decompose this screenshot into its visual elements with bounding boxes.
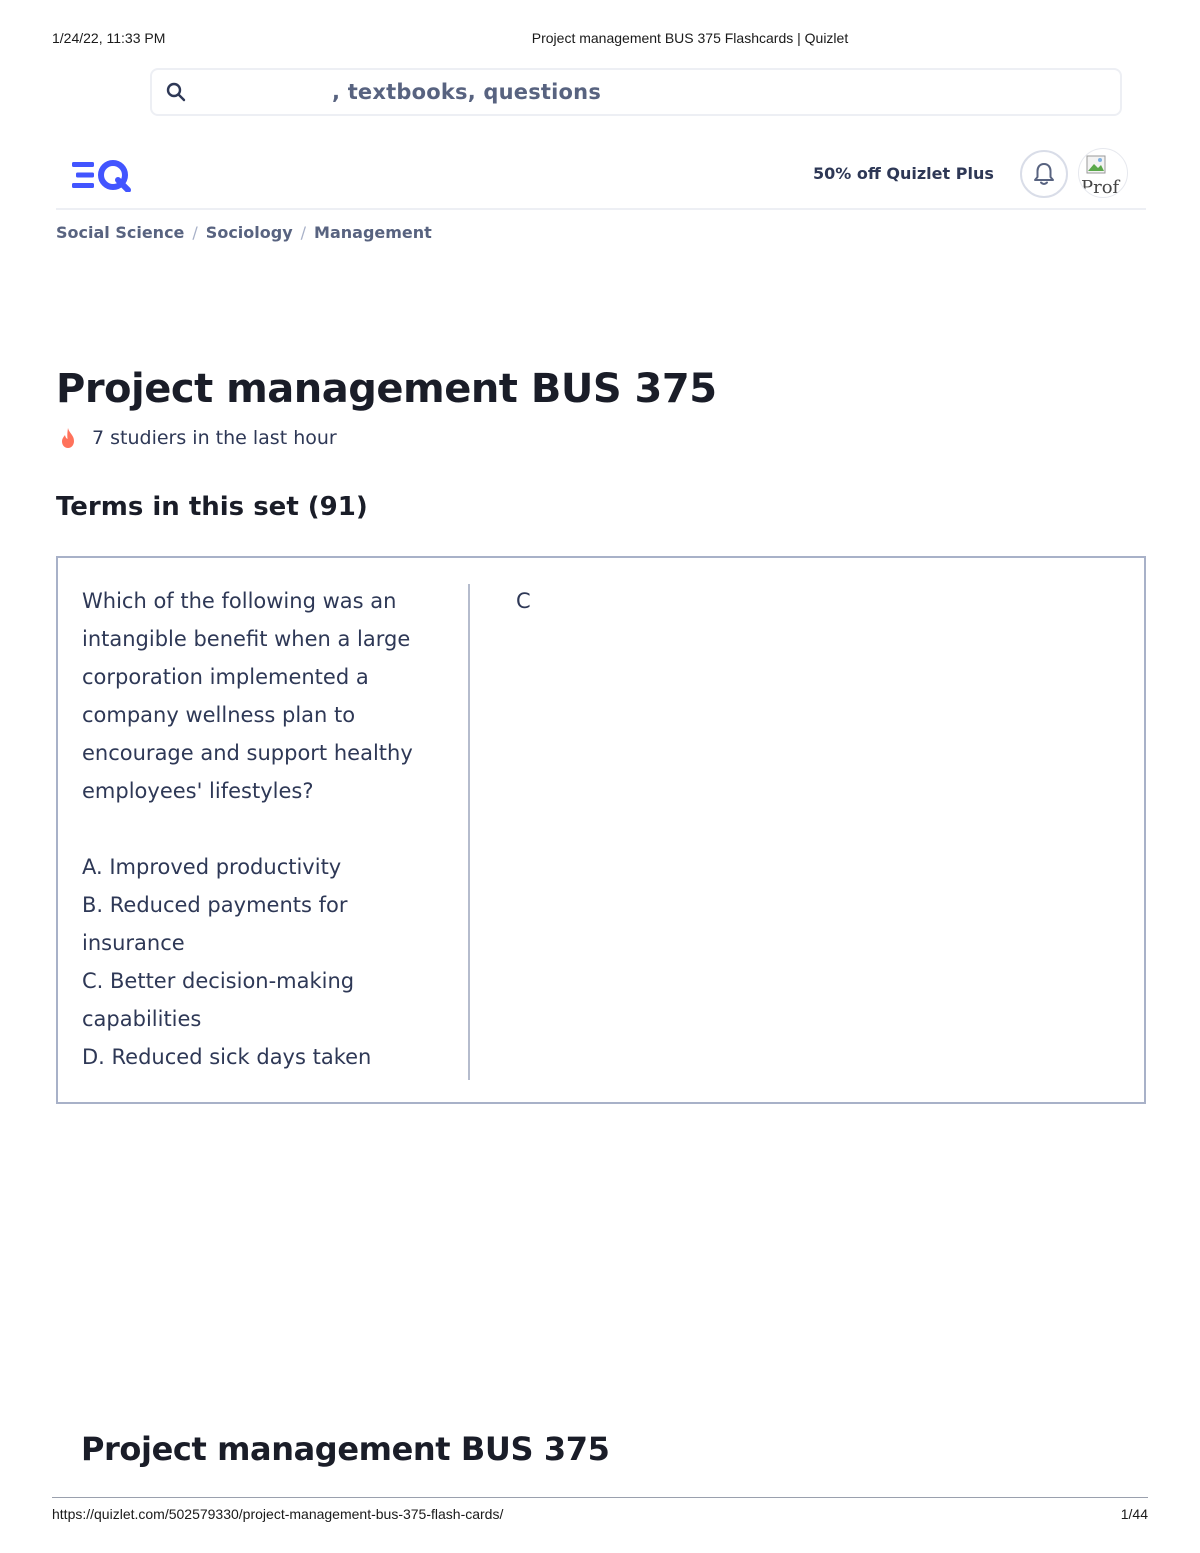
page-title: Project management BUS 375: [56, 366, 717, 412]
print-doc-title: Project management BUS 375 Flashcards | Quizlet: [531, 30, 849, 46]
quizlet-logo[interactable]: [72, 158, 132, 192]
breadcrumb: [56, 223, 432, 242]
print-page-number: 1/44: [1120, 1506, 1148, 1522]
broken-image-icon: [1085, 153, 1111, 177]
upgrade-promo-link[interactable]: 50% off Quizlet Plus: [813, 164, 994, 183]
breadcrumb-item-management[interactable]: Management: [314, 223, 432, 242]
profile-avatar[interactable]: [1078, 148, 1128, 198]
print-footer: [0, 1506, 1200, 1524]
footer-divider: [52, 1497, 1148, 1498]
bell-icon: [1033, 162, 1055, 186]
print-date: 1/24/22, 11:33 PM: [52, 30, 166, 46]
search-icon: [166, 82, 186, 102]
flashcard-row: [56, 556, 1146, 1104]
breadcrumb-item-sociology[interactable]: Sociology: [205, 223, 293, 242]
fire-icon: [58, 427, 78, 449]
print-header: [0, 30, 1200, 48]
card-divider: [468, 584, 470, 1080]
flashcard-term: Which of the following was an intangible benefit when a large corporation implemented a company wellness plan to encourage and support healthy employees' lifestyles? A. Improved productivity B. Reduced payments for insurance C. Better decision-making capabilities D. Reduced sick days taken: [82, 589, 413, 1069]
avatar-alt-text: Prof: [1081, 177, 1120, 198]
terms-heading: Terms in this set (91): [56, 492, 368, 522]
top-nav: [56, 140, 1146, 210]
bottom-set-title: Project management BUS 375: [81, 1430, 610, 1468]
search-bar[interactable]: [150, 68, 1122, 116]
studiers-count: [58, 427, 337, 449]
breadcrumb-item-social-science[interactable]: Social Science: [56, 223, 185, 242]
studiers-text: 7 studiers in the last hour: [92, 427, 337, 449]
breadcrumb-separator: /: [300, 223, 307, 242]
flashcard-definition: C: [516, 589, 531, 613]
search-placeholder: , textbooks, questions: [332, 80, 602, 104]
print-url: https://quizlet.com/502579330/project-management-bus-375-flash-cards/: [52, 1506, 504, 1522]
notifications-button[interactable]: [1020, 150, 1068, 198]
breadcrumb-separator: /: [192, 223, 198, 242]
